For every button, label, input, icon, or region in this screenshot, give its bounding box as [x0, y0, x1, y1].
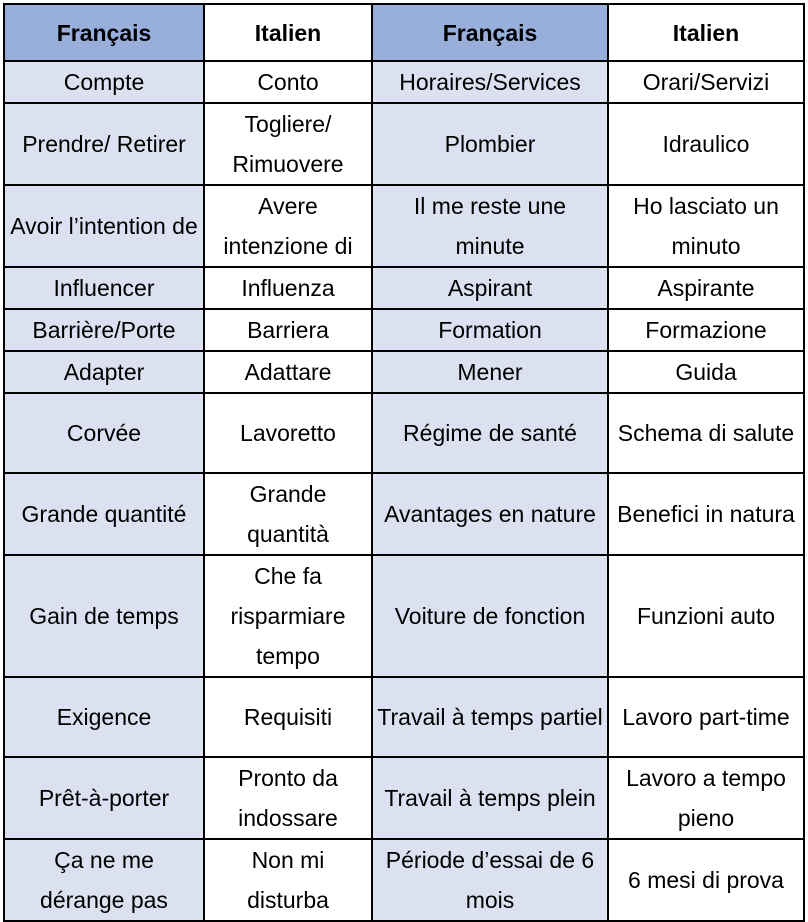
table-row — [4, 185, 804, 267]
table-cell-francais: Horaires/Services — [372, 61, 608, 103]
table-row — [4, 267, 804, 309]
table-cell-italien: Adattare — [204, 351, 372, 393]
table-cell-francais: Il me reste une minute — [372, 185, 608, 267]
table-row — [4, 839, 804, 921]
table-cell-italien: 6 mesi di prova — [608, 839, 804, 921]
table-cell-italien: Idraulico — [608, 103, 804, 185]
table-cell-francais: Avoir l’intention de — [4, 185, 204, 267]
table-cell-francais: Plombier — [372, 103, 608, 185]
header-italien-2: Italien — [608, 4, 804, 61]
header-italien-1: Italien — [204, 4, 372, 61]
table-cell-italien: Ho lasciato un minuto — [608, 185, 804, 267]
table-row — [4, 555, 804, 677]
table-cell-francais: Période d’essai de 6 mois — [372, 839, 608, 921]
table-cell-italien: Avere intenzione di — [204, 185, 372, 267]
table-cell-italien: Conto — [204, 61, 372, 103]
table-cell-francais: Gain de temps — [4, 555, 204, 677]
table-cell-francais: Voiture de fonction — [372, 555, 608, 677]
table-cell-francais: Régime de santé — [372, 393, 608, 473]
table-cell-italien: Benefici in natura — [608, 473, 804, 555]
table-cell-francais: Corvée — [4, 393, 204, 473]
table-row — [4, 393, 804, 473]
table-cell-francais: Mener — [372, 351, 608, 393]
table-cell-francais: Prendre/ Retirer — [4, 103, 204, 185]
table-cell-francais: Travail à temps plein — [372, 757, 608, 839]
table-cell-italien: Lavoro a tempo pieno — [608, 757, 804, 839]
table-cell-italien: Non mi disturba — [204, 839, 372, 921]
table-cell-italien: Che fa risparmiare tempo — [204, 555, 372, 677]
table-cell-italien: Lavoretto — [204, 393, 372, 473]
table-row — [4, 61, 804, 103]
table-cell-francais: Grande quantité — [4, 473, 204, 555]
header-francais-1: Français — [4, 4, 204, 61]
table-cell-italien: Pronto da indossare — [204, 757, 372, 839]
table-row — [4, 351, 804, 393]
table-row — [4, 677, 804, 757]
table-row — [4, 473, 804, 555]
table-row — [4, 309, 804, 351]
table-cell-francais: Compte — [4, 61, 204, 103]
table-cell-francais: Influencer — [4, 267, 204, 309]
vocabulary-table-container — [3, 3, 805, 922]
table-cell-italien: Orari/Servizi — [608, 61, 804, 103]
table-cell-francais: Ça ne me dérange pas — [4, 839, 204, 921]
table-cell-italien: Guida — [608, 351, 804, 393]
table-cell-francais: Barrière/Porte — [4, 309, 204, 351]
table-cell-italien: Influenza — [204, 267, 372, 309]
header-francais-2: Français — [372, 4, 608, 61]
table-cell-francais: Prêt-à-porter — [4, 757, 204, 839]
table-cell-italien: Grande quantità — [204, 473, 372, 555]
table-cell-francais: Adapter — [4, 351, 204, 393]
table-cell-francais: Avantages en nature — [372, 473, 608, 555]
table-cell-francais: Travail à temps partiel — [372, 677, 608, 757]
table-cell-francais: Aspirant — [372, 267, 608, 309]
table-cell-italien: Aspirante — [608, 267, 804, 309]
header-row — [4, 4, 804, 61]
table-cell-francais: Formation — [372, 309, 608, 351]
table-cell-italien: Barriera — [204, 309, 372, 351]
table-cell-italien: Formazione — [608, 309, 804, 351]
table-cell-italien: Schema di salute — [608, 393, 804, 473]
table-row — [4, 757, 804, 839]
table-cell-italien: Funzioni auto — [608, 555, 804, 677]
table-cell-italien: Requisiti — [204, 677, 372, 757]
table-row — [4, 103, 804, 185]
vocabulary-table — [3, 3, 805, 922]
table-cell-francais: Exigence — [4, 677, 204, 757]
table-cell-italien: Togliere/ Rimuovere — [204, 103, 372, 185]
table-cell-italien: Lavoro part-time — [608, 677, 804, 757]
